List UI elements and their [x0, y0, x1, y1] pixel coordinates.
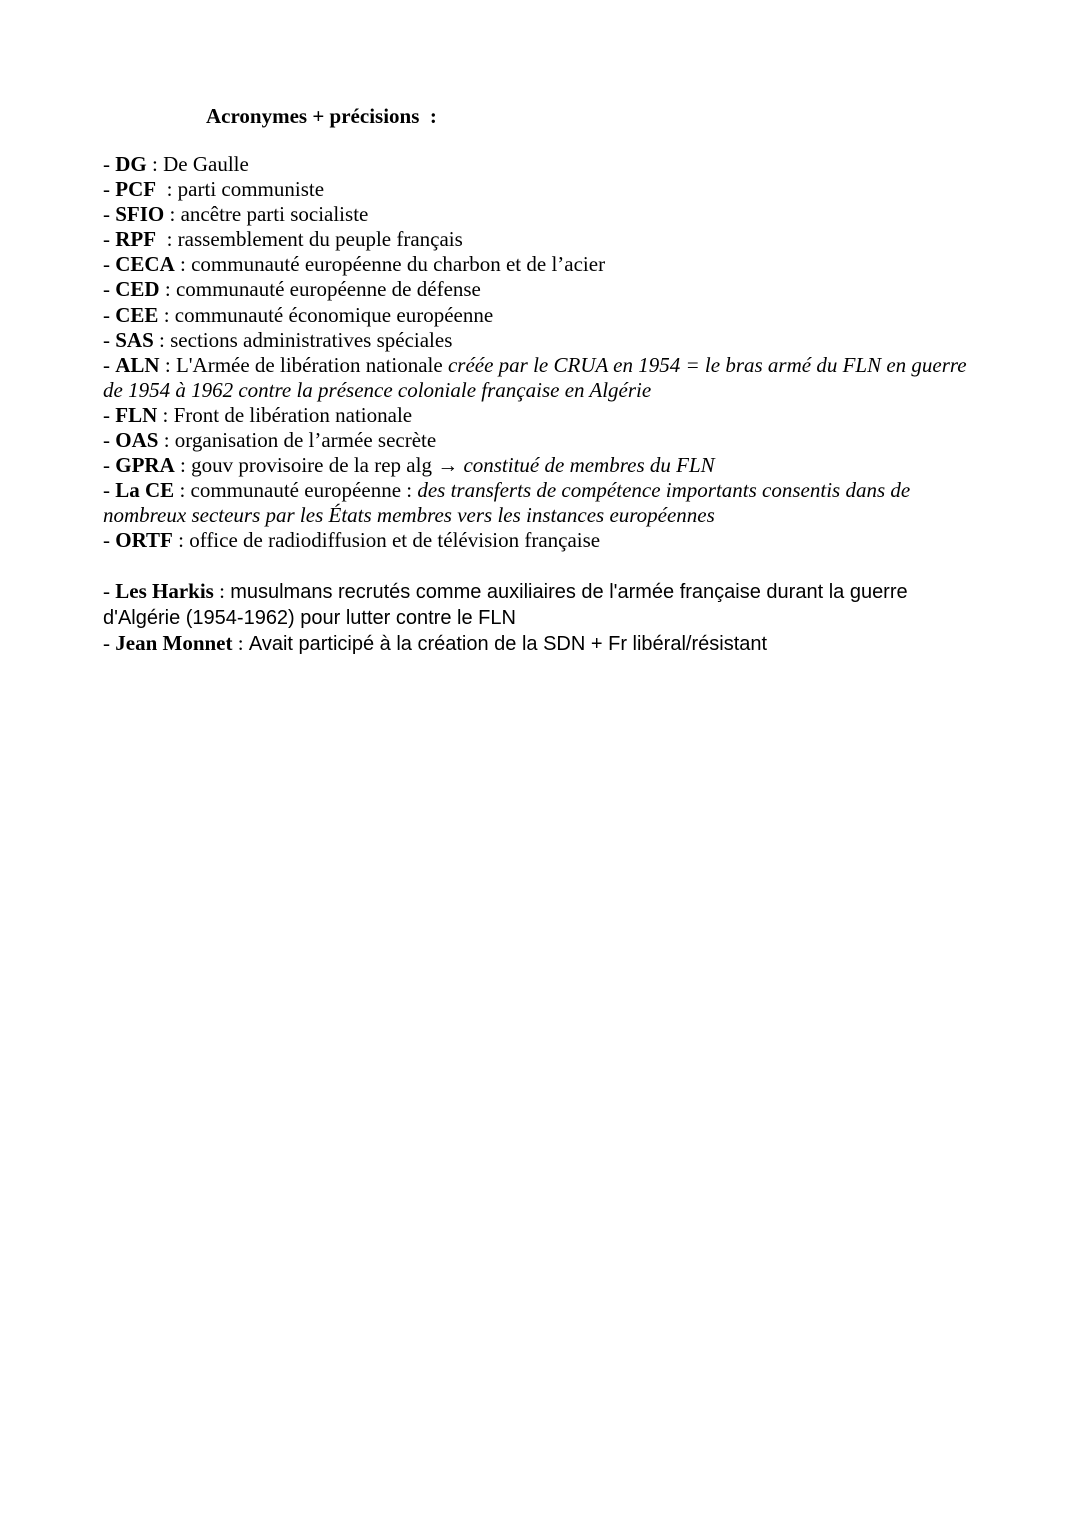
entry-term: GPRA	[115, 453, 175, 478]
entry-definition: L'Armée de libération nationale	[175, 352, 448, 377]
entry-definition: ancêtre parti socialiste	[180, 202, 369, 227]
list-item	[103, 428, 983, 453]
entry-term: ALN	[115, 352, 160, 377]
entry-prefix: -	[103, 402, 116, 427]
entry-definition: sections administratives spéciales	[170, 327, 453, 352]
entry-definition: gouv provisoire de la rep alg →	[191, 453, 464, 478]
entry-prefix: -	[103, 578, 116, 603]
entry-separator: :	[174, 478, 191, 503]
list-item	[103, 579, 983, 631]
entry-prefix: -	[103, 202, 116, 227]
entry-separator: :	[174, 252, 192, 277]
entry-term: La CE	[115, 478, 175, 503]
entry-term: SAS	[115, 327, 154, 352]
entry-definition: rassemblement du peuple français	[177, 227, 463, 252]
entry-separator: :	[156, 227, 178, 252]
entry-definition: organisation de l’armée secrète	[174, 428, 437, 453]
entry-definition: communauté européenne de défense	[175, 277, 481, 302]
entry-prefix: -	[103, 177, 116, 202]
entry-term: FLN	[115, 402, 158, 427]
entry-term: Les Harkis	[115, 578, 214, 603]
list-item	[103, 303, 983, 328]
entry-separator: :	[157, 402, 174, 427]
list-item	[103, 328, 983, 353]
entry-separator: :	[159, 277, 176, 302]
list-item	[103, 528, 983, 553]
entry-prefix: -	[103, 227, 116, 252]
entry-definition: Front de libération nationale	[173, 402, 413, 427]
entry-separator: :	[156, 177, 178, 202]
entry-prefix: -	[103, 252, 116, 277]
entry-term: CECA	[115, 252, 175, 277]
entry-separator: :	[158, 302, 175, 327]
list-item	[103, 353, 983, 403]
entry-term: PCF	[115, 177, 157, 202]
entry-separator: :	[153, 327, 171, 352]
list-item	[103, 631, 983, 657]
entry-prefix: -	[103, 528, 116, 553]
list-item	[103, 277, 983, 302]
entry-prefix: -	[103, 352, 116, 377]
entry-term: CED	[115, 277, 160, 302]
entry-separator: :	[232, 630, 249, 655]
entry-prefix: -	[103, 152, 116, 176]
section-gap	[103, 554, 983, 579]
entry-prefix: -	[103, 327, 116, 352]
list-item	[103, 152, 983, 177]
entry-term: DG	[115, 152, 147, 176]
entry-term: Jean Monnet	[115, 630, 233, 655]
page-title: Acronymes + précisions :	[206, 104, 437, 128]
entry-separator: :	[159, 352, 176, 377]
entry-prefix: -	[103, 478, 116, 503]
entry-prefix: -	[103, 453, 116, 478]
list-item	[103, 252, 983, 277]
entry-definition: communauté européenne du charbon et de l’acier	[191, 252, 606, 277]
list-item	[103, 177, 983, 202]
entry-term: SFIO	[115, 202, 165, 227]
entry-separator: :	[174, 453, 192, 478]
entry-term: CEE	[115, 302, 159, 327]
entry-prefix: -	[103, 428, 116, 453]
entry-prefix: -	[103, 630, 116, 655]
entry-definition: parti communiste	[177, 177, 325, 202]
list-item	[103, 403, 983, 428]
entry-term: RPF	[115, 227, 157, 252]
entry-note: constitué de membres du FLN	[463, 453, 715, 478]
list-item	[103, 227, 983, 252]
entry-term: ORTF	[115, 528, 173, 553]
list-item	[103, 478, 983, 528]
entry-definition: office de radiodiffusion et de télévision française	[189, 528, 601, 553]
entry-term: OAS	[115, 428, 159, 453]
entry-note: des transferts de compétence importants consentis dans de nombreux secteurs par les États membres vers les instances européennes	[103, 478, 911, 528]
entry-separator: :	[172, 528, 190, 553]
entry-definition: De Gaulle	[163, 152, 249, 176]
entry-note: créée par le CRUA en 1954 = le bras armé du FLN en guerre de 1954 à 1962 contre la présence coloniale française en Algérie	[103, 352, 967, 402]
entry-separator: :	[164, 202, 181, 227]
entry-definition: musulmans recrutés comme auxiliaires de l'armée française durant la guerre d'Algérie (1954-1962) pour lutter contre le FLN	[103, 580, 908, 629]
list-item	[103, 453, 983, 478]
entry-separator: :	[146, 152, 164, 176]
entry-separator: :	[158, 428, 175, 453]
acronym-list	[103, 152, 983, 657]
entry-prefix: -	[103, 277, 116, 302]
list-item	[103, 202, 983, 227]
entry-prefix: -	[103, 302, 116, 327]
entry-definition: communauté européenne :	[190, 478, 418, 503]
entry-definition: Avait participé à la création de la SDN + Fr libéral/résistant	[248, 632, 768, 655]
entry-separator: :	[213, 578, 231, 603]
entry-definition: communauté économique européenne	[174, 302, 494, 327]
